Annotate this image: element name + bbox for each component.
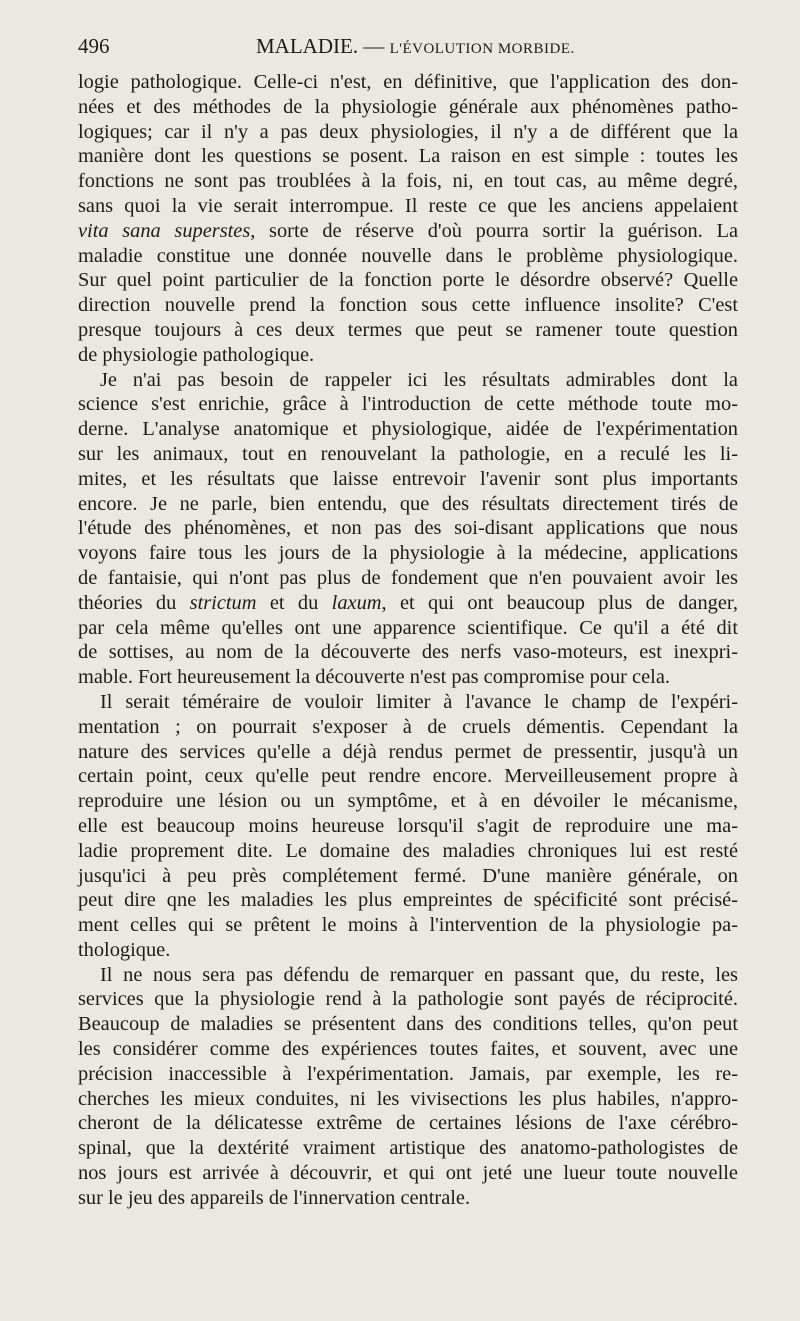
text-line: nos jours est arrivée à découvrir, et qui ont jeté une lueur toute nouvelle bbox=[78, 1162, 738, 1185]
text-line: sans quoi la vie serait interrompue. Il reste ce que les anciens appelaient bbox=[78, 194, 738, 217]
page-number: 496 bbox=[78, 34, 110, 58]
text-line: Sur quel point particulier de la fonction porte le désordre observé? Quelle bbox=[78, 269, 738, 292]
text-line: logiques; car il n'y a pas deux physiologies, il n'y a de différent que la bbox=[78, 120, 738, 143]
text-line: peut dire qne les maladies les plus empreintes de spécificité sont précisé- bbox=[78, 889, 738, 912]
text-line: jusqu'ici à peu près complétement fermé. D'une manière générale, on bbox=[78, 864, 738, 887]
text-line: thologique. bbox=[78, 938, 171, 961]
text-line: sur le jeu des appareils de l'innervation centrale. bbox=[78, 1186, 471, 1209]
text-line: presque toujours à ces deux termes que peut se ramener toute question bbox=[78, 318, 738, 341]
text-line: science s'est enrichie, grâce à l'introduction de cette méthode toute mo- bbox=[78, 393, 738, 416]
text-line: de sottises, au nom de la découverte des nerfs vaso-moteurs, est inexpri- bbox=[78, 641, 738, 664]
text-line: reproduire une lésion ou un symptôme, et à en dévoiler le mécanisme, bbox=[78, 790, 738, 813]
text-line: Beaucoup de maladies se présentent dans des conditions telles, qu'on peut bbox=[78, 1013, 738, 1036]
text-line: direction nouvelle prend la fonction sous cette influence insolite? C'est bbox=[78, 294, 738, 317]
text-line: derne. L'analyse anatomique et physiologique, aidée de l'expérimentation bbox=[78, 418, 738, 441]
text-line: encore. Je ne parle, bien entendu, que des résultats directement tirés de bbox=[78, 492, 738, 515]
running-header bbox=[78, 34, 738, 64]
text-line: les considérer comme des expériences toutes faites, et souvent, avec une bbox=[78, 1038, 738, 1061]
text-line: par cela même qu'elles ont une apparence scientifique. Ce qu'il a été dit bbox=[78, 616, 738, 639]
running-title-main: MALADIE. bbox=[256, 34, 359, 58]
text-line: mable. Fort heureusement la découverte n'est pas compromise pour cela. bbox=[78, 666, 670, 689]
italic-term: laxum bbox=[331, 591, 382, 614]
italic-term: vita sana superstes bbox=[78, 219, 251, 242]
running-title-subtitle: L'ÉVOLUTION MORBIDE. bbox=[389, 41, 575, 57]
text-line: certain point, ceux qu'elle peut rendre encore. Merveilleusement propre à bbox=[78, 765, 738, 788]
text-line: fonctions ne sont pas troublées à la fois, ni, en tout cas, au même degré, bbox=[78, 170, 738, 193]
text-line: logie pathologique. Celle-ci n'est, en définitive, que l'application des don- bbox=[78, 71, 738, 93]
text-line: spinal, que la dextérité vraiment artistique des anatomo-pathologistes de bbox=[78, 1137, 738, 1160]
text-line: services que la physiologie rend à la pathologie sont payés de réciprocité. bbox=[78, 988, 738, 1011]
running-title-dash: — bbox=[363, 34, 385, 58]
text-line: manière dont les questions se posent. La raison en est simple : toutes les bbox=[78, 145, 738, 168]
text-line: elle est beaucoup moins heureuse lorsqu'il s'agit de reproduire une ma- bbox=[78, 814, 738, 837]
text-line: nature des services qu'elle a déjà rendus permet de pressentir, jusqu'à un bbox=[78, 740, 738, 763]
text-line: sur les animaux, tout en renouvelant la pathologie, en a reculé les li- bbox=[78, 442, 738, 465]
running-title bbox=[256, 34, 575, 59]
text-line: maladie constitue une donnée nouvelle dans le problème physiologique. bbox=[78, 244, 738, 267]
text-line: voyons faire tous les jours de la physiologie à la médecine, applications bbox=[78, 542, 738, 565]
text-line: précision inaccessible à l'expérimentation. Jamais, par exemple, les re- bbox=[78, 1062, 738, 1085]
text-line: mites, et les résultats que laisse entrevoir l'avenir sont plus importants bbox=[78, 467, 738, 490]
text-line: ladie proprement dite. Le domaine des maladies chroniques lui est resté bbox=[78, 839, 738, 862]
italic-term: strictum bbox=[189, 591, 257, 614]
text-line: cherches les mieux conduites, ni les vivisections les plus habiles, n'appro- bbox=[78, 1087, 738, 1110]
text-line: vita sana superstes, sorte de réserve d'où pourra sortir la guérison. La bbox=[78, 219, 738, 242]
text-line: Il serait téméraire de vouloir limiter à l'avance le champ de l'expéri- bbox=[100, 690, 738, 713]
text-line: théories du strictum et du laxum, et qui ont beaucoup plus de danger, bbox=[78, 591, 738, 614]
text-line: ment celles qui se prêtent le moins à l'intervention de la physiologie pa- bbox=[78, 914, 738, 937]
text-line: Il ne nous sera pas défendu de remarquer en passant que, du reste, les bbox=[100, 963, 738, 986]
text-line: nées et des méthodes de la physiologie générale aux phénomènes patho- bbox=[78, 95, 738, 118]
text-line: mentation ; on pourrait s'exposer à de cruels démentis. Cependant la bbox=[78, 715, 738, 738]
text-line: l'étude des phénomènes, et non pas des soi-disant applications que nous bbox=[78, 517, 738, 540]
text-line: de fantaisie, qui n'ont pas plus de fondement que n'en pouvaient avoir les bbox=[78, 566, 738, 589]
body-text bbox=[78, 70, 738, 1211]
text-line: Je n'ai pas besoin de rappeler ici les résultats admirables dont la bbox=[100, 368, 738, 391]
text-line: cheront de la délicatesse extrême de certaines lésions de l'axe cérébro- bbox=[78, 1112, 738, 1135]
text-line: de physiologie pathologique. bbox=[78, 343, 315, 366]
